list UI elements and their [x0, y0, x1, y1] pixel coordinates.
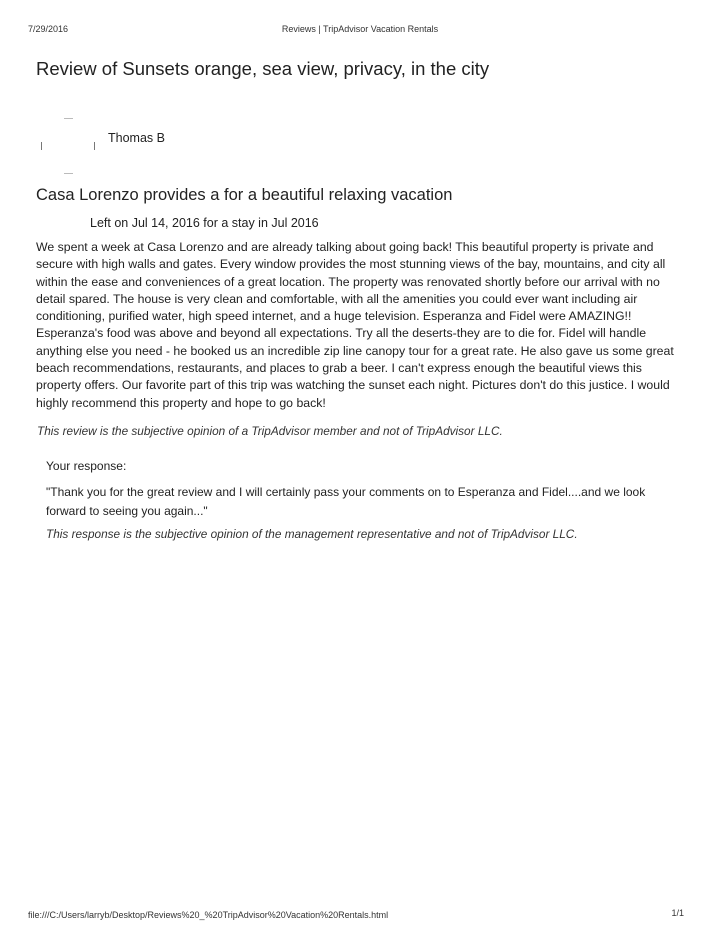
- print-footer-file-path: file:///C:/Users/larryb/Desktop/Reviews%20_%20TripAdvisor%20Vacation%20Rentals.html: [28, 910, 389, 920]
- response-label: Your response:: [46, 459, 127, 473]
- stay-info: Left on Jul 14, 2016 for a stay in Jul 2016: [90, 216, 319, 230]
- avatar-frame-mark: [41, 142, 42, 150]
- review-body: We spent a week at Casa Lorenzo and are already talking about going back! This beautiful property is private and secure with high walls and gates. Every window provides the most stunning views of the bay, mountains, and city all within the ease and conveniences of a great location. The property was renovated shortly before our arrival with no detail spared. The house is very clean and comfortable, with all the amenities you could ever want including air conditioning, purified water, high speed internet, and a huge television. Esperanza and Fidel were AMAZING!! Esperanza's food was above and beyond all expectations. Try all the deserts-they are to die for. Fidel will handle anything else you need - he booked us an incredible zip line canopy tour for a great rate. He also gave us some great beach recommendations, restaurants, and places to grab a beer. I can't express enough the beautiful views this property offers. Our favorite part of this trip was watching the sunset each night. Pictures don't do this justice. I would highly recommend this property and hope to go back!: [36, 240, 674, 410]
- response-text: "Thank you for the great review and I will certainly pass your comments on to Esperanza and Fidel....and we look forward to seeing you again...": [46, 485, 646, 518]
- avatar-frame-mark: [64, 118, 73, 119]
- page-title: Review of Sunsets orange, sea view, privacy, in the city: [36, 58, 490, 79]
- print-footer-page-number: 1/1: [671, 908, 684, 918]
- print-header-title: Reviews | TripAdvisor Vacation Rentals: [281, 24, 439, 34]
- avatar-frame-mark: [94, 142, 95, 150]
- review-disclaimer: This review is the subjective opinion of a TripAdvisor member and not of TripAdvisor LLC.: [37, 424, 503, 438]
- review-heading: Casa Lorenzo provides a for a beautiful relaxing vacation: [36, 186, 453, 204]
- print-date: 7/29/2016: [28, 24, 69, 34]
- avatar[interactable]: [38, 118, 96, 174]
- reviewer-name[interactable]: Thomas B: [108, 131, 165, 145]
- avatar-frame-mark: [64, 173, 73, 174]
- response-disclaimer: This response is the subjective opinion of the management representative and not of TripAdvisor LLC.: [46, 527, 578, 541]
